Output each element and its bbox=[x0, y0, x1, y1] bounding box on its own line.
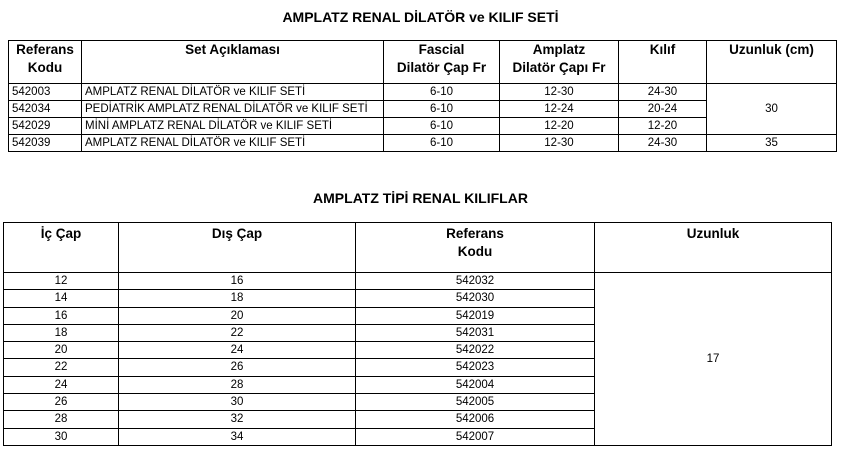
inner-diameter-cell: 18 bbox=[4, 324, 119, 341]
outer-diameter-header: Dış Çap bbox=[119, 223, 356, 273]
ref-code-cell: 542003 bbox=[9, 84, 82, 101]
dilator-set-table bbox=[8, 40, 837, 152]
ref-code-cell: 542004 bbox=[356, 376, 595, 393]
fascial-cell: 6-10 bbox=[384, 101, 500, 118]
table-row bbox=[9, 84, 837, 101]
table-header-row bbox=[4, 223, 832, 273]
inner-diameter-cell: 16 bbox=[4, 307, 119, 324]
amplatz-cell: 12-30 bbox=[500, 135, 619, 152]
ref-code-header: Referans Kodu bbox=[356, 223, 595, 273]
inner-diameter-cell: 28 bbox=[4, 411, 119, 428]
ref-code-cell: 542007 bbox=[356, 428, 595, 445]
inner-diameter-cell: 12 bbox=[4, 273, 119, 290]
outer-diameter-cell: 26 bbox=[119, 359, 356, 376]
sheath-table-title: AMPLATZ TİPİ RENAL KILIFLAR bbox=[313, 190, 528, 206]
description-cell: PEDİATRİK AMPLATZ RENAL DİLATÖR ve KILIF SETİ bbox=[82, 101, 384, 118]
ref-code-cell: 542005 bbox=[356, 394, 595, 411]
ref-code-cell: 542032 bbox=[356, 273, 595, 290]
sheath-cell: 12-20 bbox=[619, 118, 707, 135]
outer-diameter-cell: 30 bbox=[119, 394, 356, 411]
outer-diameter-cell: 20 bbox=[119, 307, 356, 324]
fascial-cell: 6-10 bbox=[384, 84, 500, 101]
ref-code-cell: 542022 bbox=[356, 342, 595, 359]
amplatz-cell: 12-30 bbox=[500, 84, 619, 101]
sheath-cell: 20-24 bbox=[619, 101, 707, 118]
inner-diameter-header: İç Çap bbox=[4, 223, 119, 273]
length-header: Uzunluk (cm) bbox=[707, 41, 837, 84]
sheath-cell: 24-30 bbox=[619, 84, 707, 101]
table-row bbox=[4, 273, 832, 290]
length-header: Uzunluk bbox=[595, 223, 832, 273]
inner-diameter-cell: 20 bbox=[4, 342, 119, 359]
set-description-header: Set Açıklaması bbox=[82, 41, 384, 84]
table-header-row bbox=[9, 41, 837, 84]
fascial-cell: 6-10 bbox=[384, 118, 500, 135]
outer-diameter-cell: 34 bbox=[119, 428, 356, 445]
outer-diameter-cell: 32 bbox=[119, 411, 356, 428]
amplatz-cell: 12-24 bbox=[500, 101, 619, 118]
length-group-cell: 17 bbox=[595, 273, 832, 446]
description-cell: AMPLATZ RENAL DİLATÖR ve KILIF SETİ bbox=[82, 84, 384, 101]
ref-code-cell: 542006 bbox=[356, 411, 595, 428]
amplatz-cell: 12-20 bbox=[500, 118, 619, 135]
ref-code-cell: 542019 bbox=[356, 307, 595, 324]
ref-code-cell: 542031 bbox=[356, 324, 595, 341]
renal-sheath-table bbox=[3, 222, 832, 446]
outer-diameter-cell: 28 bbox=[119, 376, 356, 393]
ref-code-cell: 542023 bbox=[356, 359, 595, 376]
ref-code-cell: 542034 bbox=[9, 101, 82, 118]
outer-diameter-cell: 24 bbox=[119, 342, 356, 359]
outer-diameter-cell: 18 bbox=[119, 290, 356, 307]
sheath-header: Kılıf bbox=[619, 41, 707, 84]
inner-diameter-cell: 14 bbox=[4, 290, 119, 307]
inner-diameter-cell: 24 bbox=[4, 376, 119, 393]
sheath-cell: 24-30 bbox=[619, 135, 707, 152]
inner-diameter-cell: 22 bbox=[4, 359, 119, 376]
outer-diameter-cell: 16 bbox=[119, 273, 356, 290]
table-row bbox=[9, 135, 837, 152]
inner-diameter-cell: 30 bbox=[4, 428, 119, 445]
inner-diameter-cell: 26 bbox=[4, 394, 119, 411]
ref-code-header: Referans Kodu bbox=[9, 41, 82, 84]
amplatz-dilator-header: Amplatz Dilatör Çapı Fr bbox=[500, 41, 619, 84]
length-group-cell: 30 bbox=[707, 84, 837, 135]
fascial-cell: 6-10 bbox=[384, 135, 500, 152]
set-table-title: AMPLATZ RENAL DİLATÖR ve KILIF SETİ bbox=[282, 9, 559, 25]
outer-diameter-cell: 22 bbox=[119, 324, 356, 341]
description-cell: MİNİ AMPLATZ RENAL DİLATÖR ve KILIF SETİ bbox=[82, 118, 384, 135]
fascial-dilator-header: Fascial Dilatör Çap Fr bbox=[384, 41, 500, 84]
ref-code-cell: 542029 bbox=[9, 118, 82, 135]
length-cell: 35 bbox=[707, 135, 837, 152]
description-cell: AMPLATZ RENAL DİLATÖR ve KILIF SETİ bbox=[82, 135, 384, 152]
ref-code-cell: 542030 bbox=[356, 290, 595, 307]
ref-code-cell: 542039 bbox=[9, 135, 82, 152]
